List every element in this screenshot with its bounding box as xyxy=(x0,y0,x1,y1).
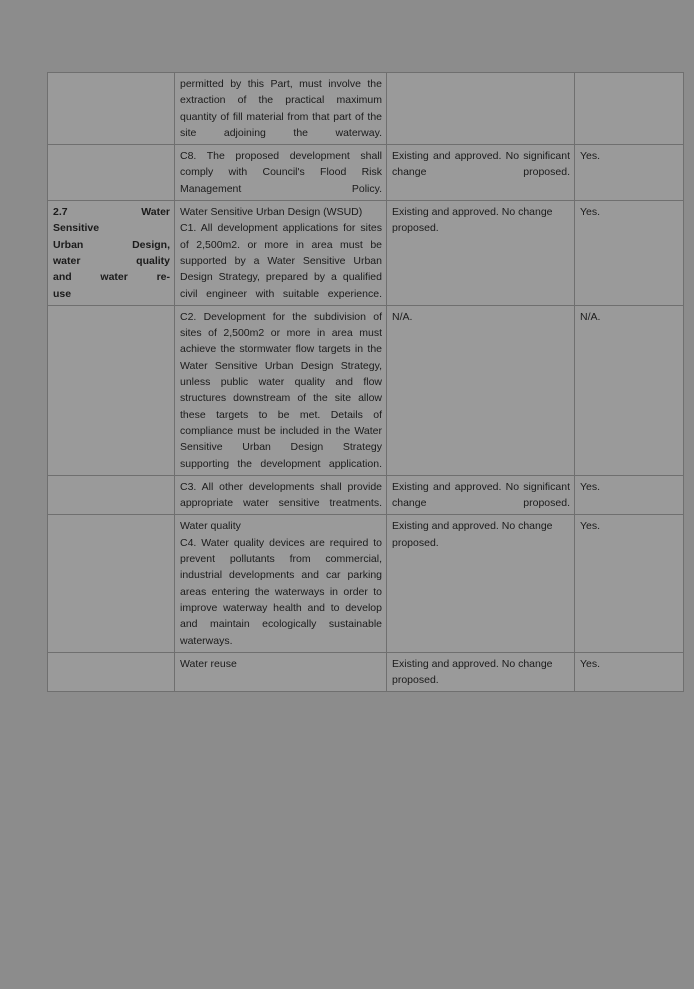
label-line: and water re- xyxy=(53,271,170,284)
row-compliance-cell xyxy=(575,201,684,306)
row-label-cell-section xyxy=(48,201,175,306)
row-compliance-cell xyxy=(575,73,684,145)
control-paragraph: C2. Development for the subdivision of sites of 2,500m2 or more in area must achieve the stormwater flow targets in the Water Sensitive Urban Design Strategy, unless public water quality and flow structures downstream of the site allow these targets to be met. Details of compliance must be included in the Water Sensitive Urban Design Strategy supporting the development application. xyxy=(180,310,382,470)
compliance-value: Yes. xyxy=(580,480,601,493)
row-status-cell xyxy=(387,145,575,201)
status-paragraph: Existing and approved. No significant change proposed. xyxy=(392,150,570,179)
table-body xyxy=(48,73,684,692)
compliance-value: N/A. xyxy=(580,310,601,323)
control-paragraph: C1. All development applications for sites of 2,500m2. or more in area must be supported by a Water Sensitive Urban Design Strategy, prepared by a qualified civil engineer with suitable experience. xyxy=(180,222,382,300)
control-paragraph: C3. All other developments shall provide appropriate water sensitive treatments. xyxy=(180,480,382,510)
table-row xyxy=(48,475,684,515)
status-paragraph: N/A. xyxy=(392,310,413,323)
row-status-cell xyxy=(387,305,575,475)
compliance-value: Yes. xyxy=(580,520,601,533)
row-label-cell xyxy=(48,652,175,692)
row-label-cell xyxy=(48,145,175,201)
row-status-cell xyxy=(387,201,575,306)
row-compliance-cell xyxy=(575,515,684,652)
row-label-cell xyxy=(48,73,175,145)
label-line: use xyxy=(53,287,72,300)
row-label-cell xyxy=(48,475,175,515)
compliance-value: Yes. xyxy=(580,206,601,219)
table-row xyxy=(48,515,684,652)
table-row xyxy=(48,73,684,145)
table-row xyxy=(48,652,684,692)
control-heading: Water Sensitive Urban Design (WSUD) xyxy=(180,206,363,219)
label-line: Urban Design, xyxy=(53,238,170,251)
row-control-cell xyxy=(175,305,387,475)
table-row xyxy=(48,145,684,201)
row-control-cell xyxy=(175,652,387,692)
compliance-value: Yes. xyxy=(580,150,601,163)
compliance-table xyxy=(47,72,684,692)
label-line: 2.7 Water xyxy=(53,206,170,219)
row-label-cell xyxy=(48,305,175,475)
table-row xyxy=(48,201,684,306)
compliance-value: Yes. xyxy=(580,657,601,670)
control-heading: Water quality xyxy=(180,520,241,533)
label-line: Sensitive xyxy=(53,222,100,235)
status-paragraph: Existing and approved. No significant change proposed. xyxy=(392,480,570,510)
control-heading: Water reuse xyxy=(180,657,237,670)
row-control-cell xyxy=(175,73,387,145)
row-status-cell xyxy=(387,475,575,515)
row-control-cell xyxy=(175,515,387,652)
row-compliance-cell xyxy=(575,475,684,515)
row-control-cell xyxy=(175,145,387,201)
row-control-cell xyxy=(175,201,387,306)
control-paragraph: C8. The proposed development shall comply with Council's Flood Risk Management Policy. xyxy=(180,150,382,195)
row-status-cell xyxy=(387,515,575,652)
table-row xyxy=(48,305,684,475)
row-status-cell xyxy=(387,652,575,692)
status-paragraph: Existing and approved. No change proposed. xyxy=(392,206,553,235)
row-compliance-cell xyxy=(575,652,684,692)
control-paragraph: permitted by this Part, must involve the extraction of the practical maximum quantity of fill material from that part of the site adjoining the waterway. xyxy=(180,78,382,139)
status-paragraph: Existing and approved. No change proposed. xyxy=(392,657,553,687)
row-control-cell xyxy=(175,475,387,515)
row-compliance-cell xyxy=(575,145,684,201)
control-paragraph: C4. Water quality devices are required to prevent pollutants from commercial, industrial developments and car parking areas entering the waterways in order to improve waterway health and to develop and maintain ecologically sustainable waterways. xyxy=(180,536,382,647)
label-line: water quality xyxy=(53,254,170,267)
row-status-cell xyxy=(387,73,575,145)
row-label-cell xyxy=(48,515,175,652)
row-compliance-cell xyxy=(575,305,684,475)
status-paragraph: Existing and approved. No change proposed. xyxy=(392,520,553,549)
